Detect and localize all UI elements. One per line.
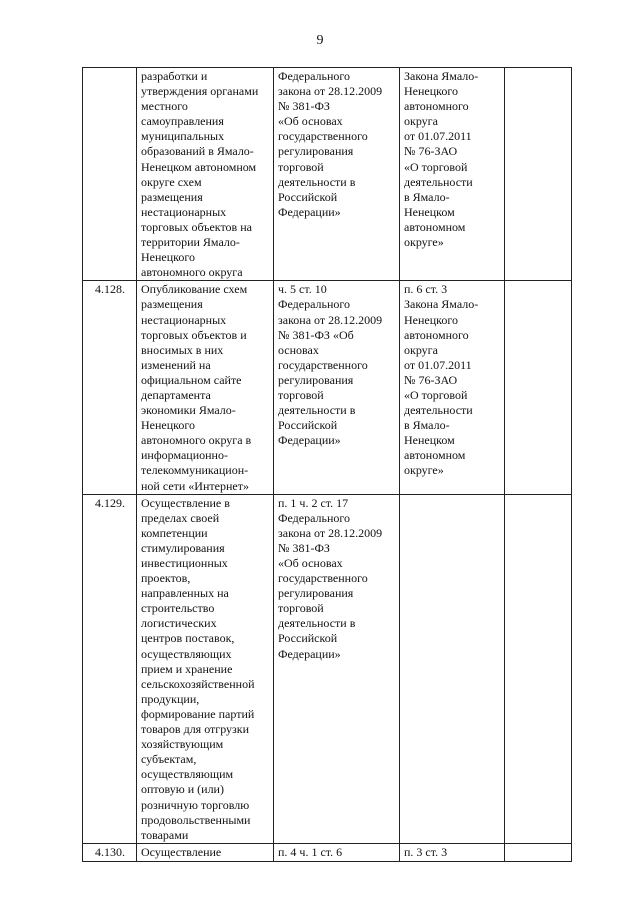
regional-legal-basis: п. 3 ст. 3	[400, 843, 505, 861]
regulation-table	[82, 67, 572, 862]
item-number: 4.130.	[83, 843, 137, 861]
regional-legal-basis	[400, 494, 505, 843]
regional-legal-basis: п. 6 ст. 3 Закона Ямало- Ненецкого автономного округа от 01.07.2011 № 76-ЗАО «О торговой деятельности в Ямало- Ненецком автономном округе»	[400, 281, 505, 494]
federal-legal-basis: п. 1 ч. 2 ст. 17 Федерального закона от 28.12.2009 № 381-ФЗ «Об основах государственного регулирования торговой деятельности в Российской Федерации»	[274, 494, 400, 843]
table-row	[83, 494, 572, 843]
item-description: Осуществление	[137, 843, 274, 861]
regional-legal-basis: Закона Ямало- Ненецкого автономного округа от 01.07.2011 № 76-ЗАО «О торговой деятельности в Ямало- Ненецком автономном округе»	[400, 68, 505, 281]
extra-cell	[505, 68, 572, 281]
extra-cell	[505, 281, 572, 494]
federal-legal-basis: Федерального закона от 28.12.2009 № 381-ФЗ «Об основах государственного регулирования торговой деятельности в Российской Федерации»	[274, 68, 400, 281]
extra-cell	[505, 843, 572, 861]
federal-legal-basis: п. 4 ч. 1 ст. 6	[274, 843, 400, 861]
federal-legal-basis: ч. 5 ст. 10 Федерального закона от 28.12.2009 № 381-ФЗ «Об основах государственного регулирования торговой деятельности в Российской Федерации»	[274, 281, 400, 494]
table-row	[83, 843, 572, 861]
item-description: Опубликование схем размещения нестационарных торговых объектов и вносимых в них изменений на официальном сайте департамента экономики Ямало- Ненецкого автономного округа в информационно- телекоммуникацион- ной сети «Интернет»	[137, 281, 274, 494]
item-description: разработки и утверждения органами местного самоуправления муниципальных образований в Ямало- Ненецком автономном округе схем размещения нестационарных торговых объектов на территории Ямало- Ненецкого автономного округа	[137, 68, 274, 281]
item-description: Осуществление в пределах своей компетенции стимулирования инвестиционных проектов, направленных на строительство логистических центров поставок, осуществляющих прием и хранение сельскохозяйственной продукции, формирование партий товаров для отгрузки хозяйствующим субъектам, осуществляющим оптовую и (или) розничную торговлю продовольственными товарами	[137, 494, 274, 843]
table-row	[83, 281, 572, 494]
item-number: 4.128.	[83, 281, 137, 494]
table-row	[83, 68, 572, 281]
extra-cell	[505, 494, 572, 843]
page-number: 9	[316, 33, 324, 48]
item-number: 4.129.	[83, 494, 137, 843]
item-number	[83, 68, 137, 281]
